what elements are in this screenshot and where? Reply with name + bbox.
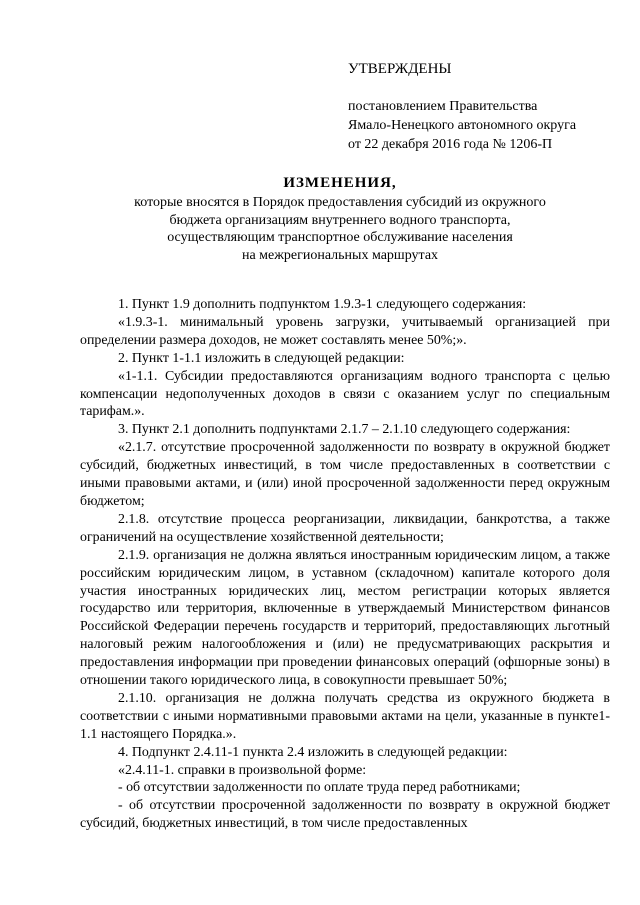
paragraph-bullet-wage-debt: - об отсутствии задолженности по оплате труда перед работниками;	[118, 780, 521, 796]
paragraph-subitem-2-1-9: 2.1.9. организация не должна являться иностранным юридическим лицом, а также российским юридическим лицом, в уставном (складочном) капитале которого доля участия иностранных юридических лиц, местом регистрации которых является государство или территория, включенные в утверждаемый Министерством финансов Российской Федерации перечень государств и территорий, предоставляющих льготный налоговый режим налогообложения и (или) не предусматривающих раскрытия и предоставления информации при проведении финансовых операций (офшорные зоны) в отношении такого юридического лица, в совокупности превышает 50%;	[80, 547, 610, 689]
paragraph-bullet-overdue-debt: - об отсутствии просроченной задолженности по возврату в окружной бюджет субсидий, бюджетных инвестиций, в том числе предоставленных	[80, 798, 610, 832]
approval-block	[340, 60, 630, 155]
paragraph-item-4: 4. Подпункт 2.4.11-1 пункта 2.4 изложить в следующей редакции:	[118, 744, 508, 760]
paragraph-item-1: 1. Пункт 1.9 дополнить подпунктом 1.9.3-1 следующего содержания:	[118, 297, 527, 312]
paragraph-item-3: 3. Пункт 2.1 дополнить подпунктами 2.1.7 – 2.1.10 следующего содержания:	[118, 422, 571, 438]
document-subtitle-line: осуществляющим транспортное обслуживание населения	[167, 230, 513, 246]
document-title: ИЗМЕНЕНИЯ,	[283, 175, 397, 191]
document-subtitle-line: на межрегиональных маршрутах	[241, 247, 439, 263]
document-header	[80, 174, 600, 264]
document-subtitle-line: которые вносятся в Порядок предоставления субсидий из окружного	[134, 195, 546, 210]
approval-line: от 22 декабря 2016 года № 1206-П	[348, 137, 553, 152]
approval-line: Ямало-Ненецкого автономного округа	[348, 118, 577, 133]
paragraph-subitem-2-1-7: «2.1.7. отсутствие просроченной задолженности по возврату в окружной бюджет субсидий, бюджетных инвестиций, в том числе предоставленных в соответствии с иными правовыми актами, и (или) иной просроченной задолженности перед окружным бюджетом;	[80, 440, 610, 509]
paragraph-subitem-2-4-11-1: «2.4.11-1. справки в произвольной форме:	[118, 762, 367, 778]
approval-title: УТВЕРЖДЕНЫ	[348, 61, 452, 77]
approval-line: постановлением Правительства	[348, 99, 538, 114]
paragraph-subitem-2-1-8: 2.1.8. отсутствие процесса реорганизации, ликвидации, банкротства, а также ограничений на осуществление хозяйственной деятельности;	[80, 511, 610, 545]
paragraph-subitem-1-9-3-1: «1.9.3-1. минимальный уровень загрузки, учитываемый организацией при определении размера доходов, не может составлять менее 50%;».	[80, 314, 610, 348]
paragraph-subitem-2-1-10: 2.1.10. организация не должна получать средства из окружного бюджета в соответствии с иными нормативными правовыми актами на цели, указанные в пункте1-1.1 настоящего Порядка.».	[80, 690, 610, 742]
paragraph-subitem-1-1-1: «1-1.1. Субсидии предоставляются организациям водного транспорта с целью компенсации недополученных доходов в связи с оказанием услуг по специальным тарифам.».	[80, 368, 610, 420]
document-body	[80, 296, 610, 833]
document-subtitle-line: бюджета организациям внутреннего водного транспорта,	[169, 212, 511, 228]
paragraph-item-2: 2. Пункт 1-1.1 изложить в следующей редакции:	[118, 350, 405, 366]
